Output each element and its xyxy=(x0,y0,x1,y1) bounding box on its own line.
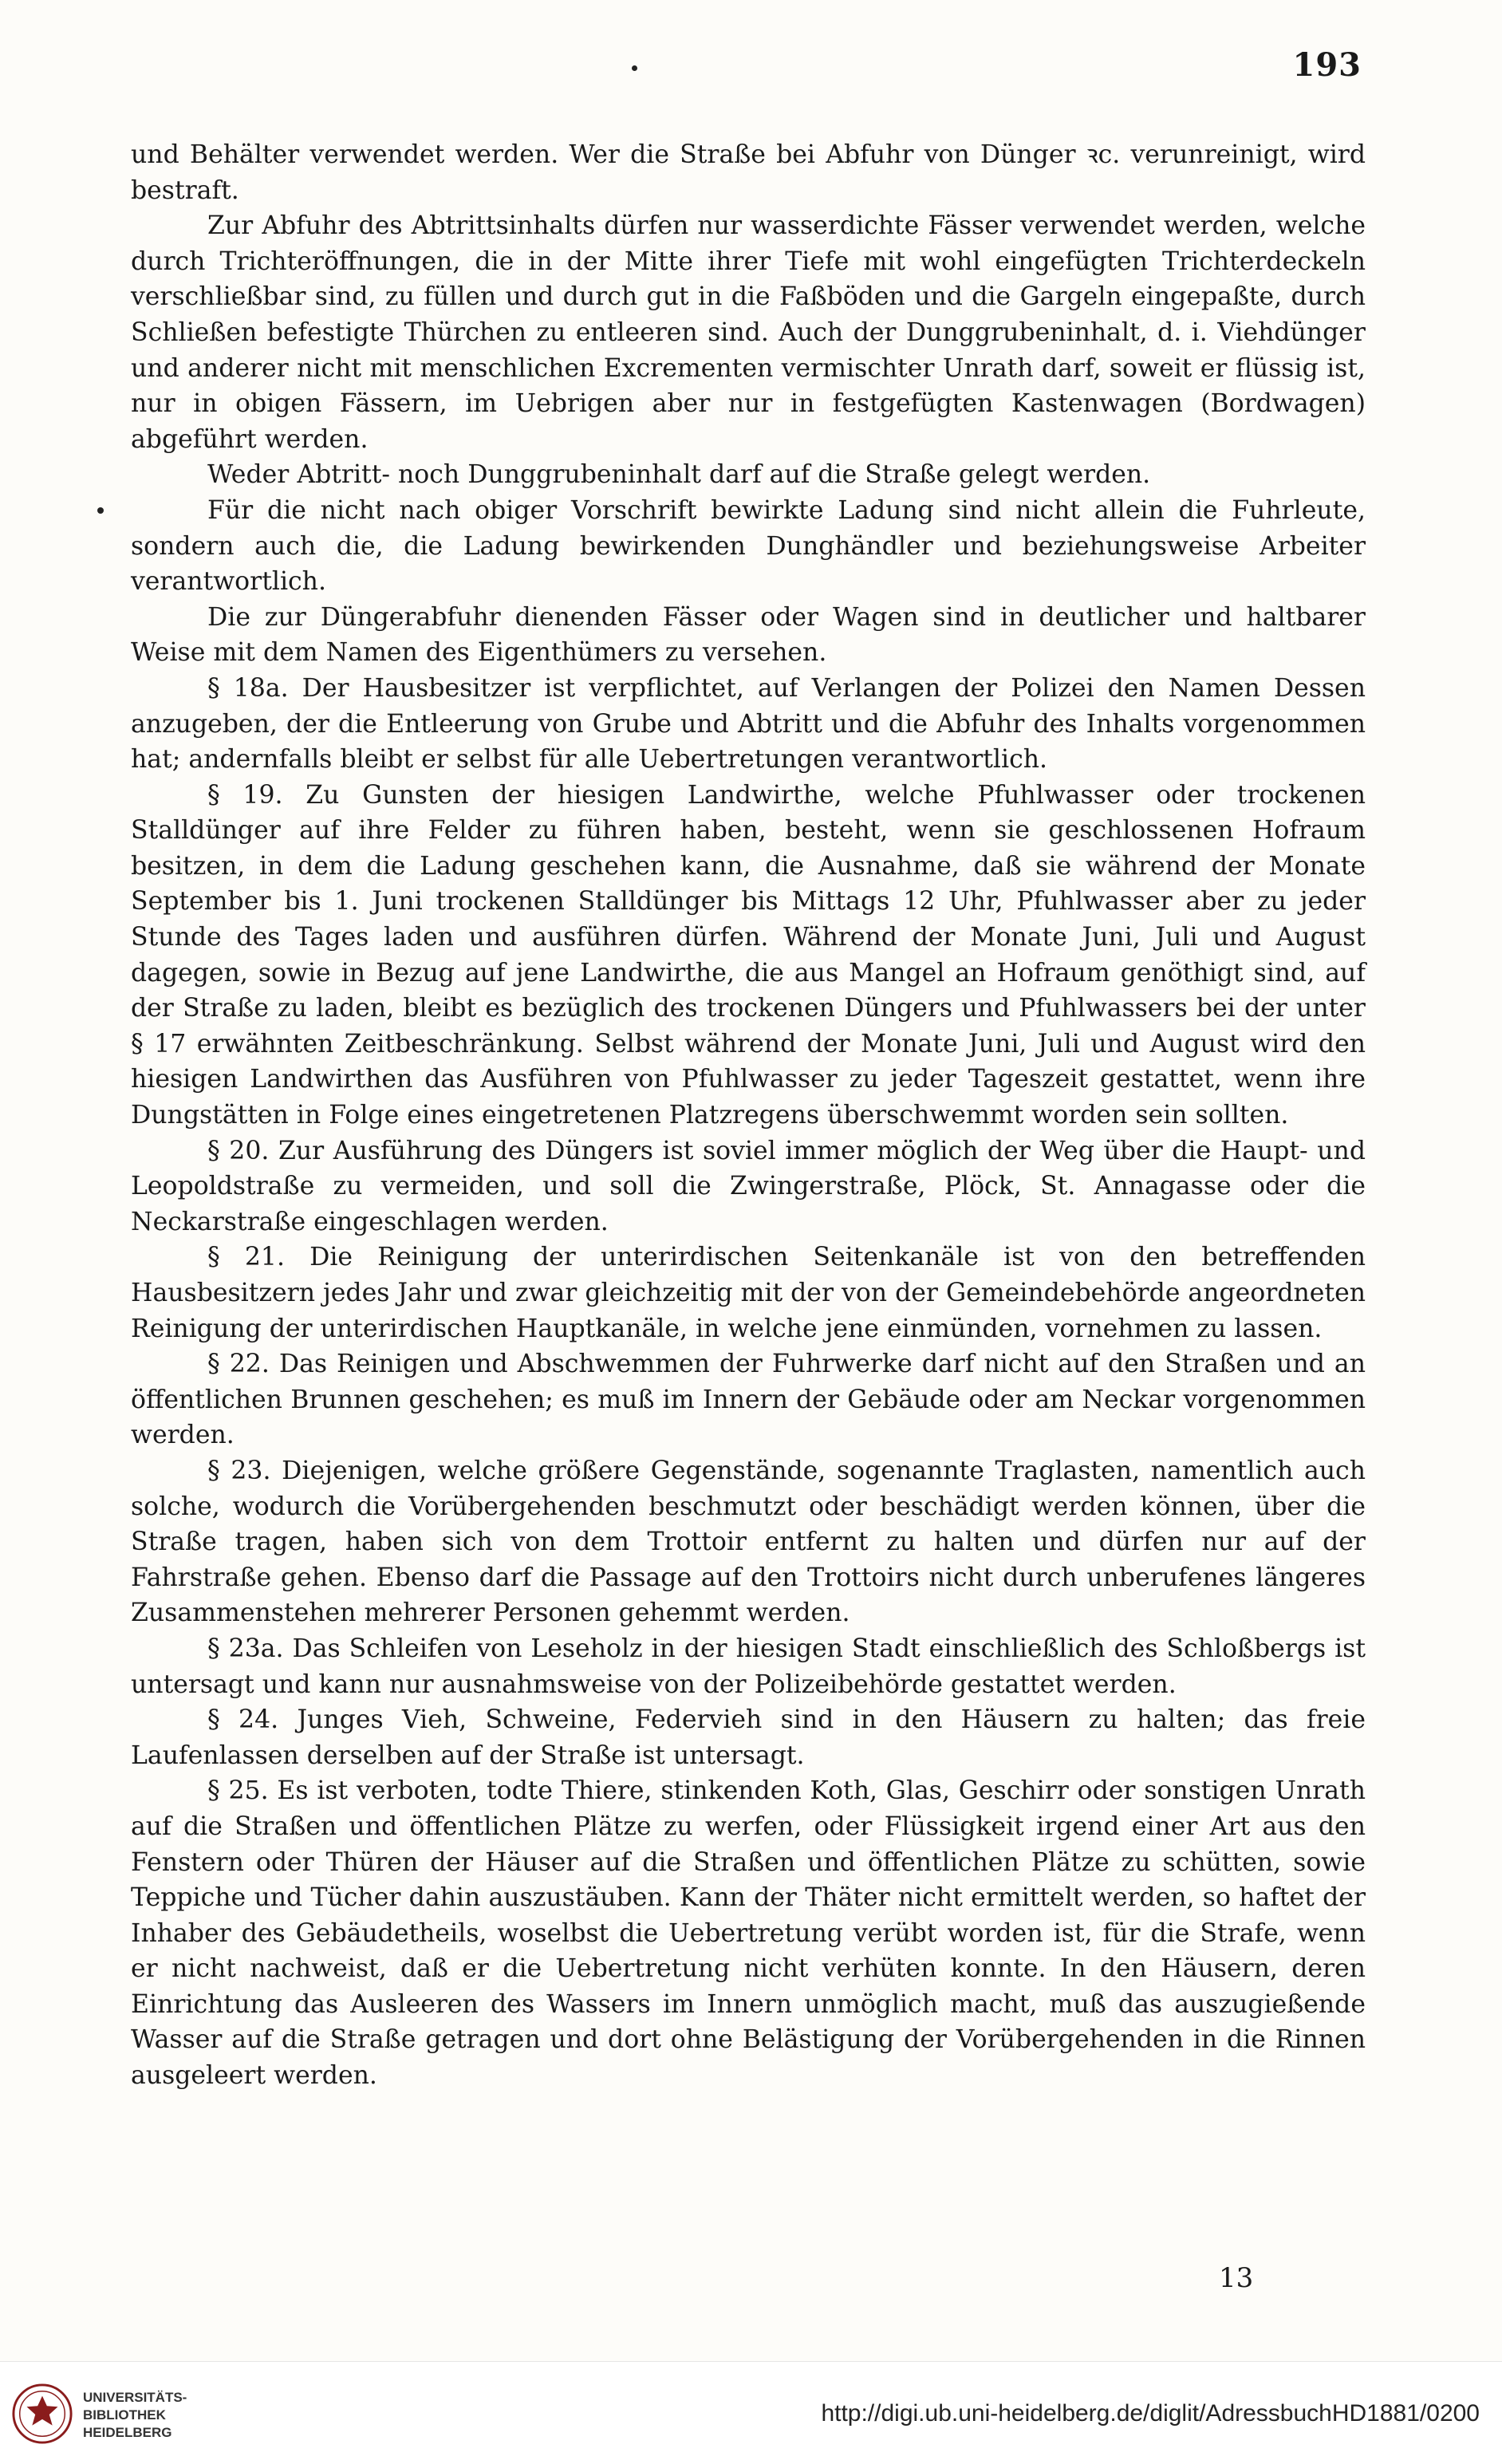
paragraph-section-22: § 22. Das Reinigen und Abschwemmen der Fuhrwerke darf nicht auf den Straßen und an öffentlichen Brunnen geschehen; es muß im Innern der Gebäude oder am Neckar vorgenommen werden. xyxy=(131,1350,1366,1450)
paragraph: Für die nicht nach obiger Vorschrift bewirkte Ladung sind nicht allein die Fuhrleute, sondern auch die, die Ladung bewirkenden Dunghändler und beziehungsweise Arbeiter verantwortlich. xyxy=(131,495,1366,597)
footer-bar xyxy=(0,2361,1502,2464)
page-number: 193 xyxy=(1292,46,1362,84)
paragraph: Die zur Düngerabfuhr dienenden Fässer oder Wagen sind in deutlicher und haltbarer Weise mit dem Namen des Eigenthümers zu versehen. xyxy=(131,602,1366,668)
paragraph: Weder Abtritt- noch Dunggrubeninhalt darf auf die Straße gelegt werden. xyxy=(207,460,1151,490)
sheet-signature: 13 xyxy=(1219,2262,1254,2294)
margin-dot-mark xyxy=(97,507,104,514)
paragraph-section-23: § 23. Diejenigen, welche größere Gegenstände, sogenannte Traglasten, namentlich auch solche, wodurch die Vorübergehenden beschmutzt oder beschädigt werden können, über die Straße tragen, haben sich von dem Trottoir entfernt zu halten und dürfen nur auf der Fahrstraße gehen. Ebenso darf die Passage auf den Trottoirs nicht durch unberufenes längeres Zusammenstehen mehrerer Personen gehemmt werden. xyxy=(131,1456,1366,1628)
paragraph: und Behälter verwendet werden. Wer die Straße bei Abfuhr von Dünger ꝛc. verunreinigt, wird bestraft. xyxy=(131,140,1366,205)
top-dot-mark xyxy=(632,65,637,71)
library-name xyxy=(83,2389,187,2442)
library-name-line: UNIVERSITÄTS- xyxy=(83,2390,187,2405)
paragraph: Zur Abfuhr des Abtrittsinhalts dürfen nur wasserdichte Fässer verwendet werden, welche durch Trichteröffnungen, die in der Mitte ihrer Tiefe mit wohl eingefügten Trichterdeckeln verschließbar sind, zu füllen und durch gut in die Faßböden und die Gargeln eingepaßte, durch Schließen befestigte Thürchen zu entleeren sind. Auch der Dunggrubeninhalt, d. i. Viehdünger und anderer nicht mit menschlichen Excrementen vermischter Unrath darf, soweit er flüssig ist, nur in obigen Fässern, im Uebrigen aber nur in festgefügten Kastenwagen (Bordwagen) abgeführt werden. xyxy=(131,211,1366,454)
library-name-line: HEIDELBERG xyxy=(83,2425,172,2440)
library-name-line: BIBLIOTHEK xyxy=(83,2407,166,2423)
source-url-link[interactable]: http://digi.ub.uni-heidelberg.de/diglit/AdressbuchHD1881/0200 xyxy=(821,2400,1480,2427)
paragraph-section-21: § 21. Die Reinigung der unterirdischen Seitenkanäle ist von den betreffenden Hausbesitzern jedes Jahr und zwar gleichzeitig mit der von der Gemeindebehörde angeordneten Reinigung der unterirdischen Hauptkanäle, in welche jene einmünden, vornehmen zu lassen. xyxy=(131,1243,1366,1343)
paragraph-section-23a: § 23a. Das Schleifen von Leseholz in der hiesigen Stadt einschließlich des Schloßbergs ist untersagt und kann nur ausnahmsweise von der Polizeibehörde gestattet werden. xyxy=(131,1634,1366,1699)
paragraph-section-24: § 24. Junges Vieh, Schweine, Federvieh sind in den Häusern zu halten; das freie Laufenlassen derselben auf der Straße ist untersagt. xyxy=(131,1705,1366,1770)
text-body xyxy=(131,137,1366,2094)
paragraph-section-25: § 25. Es ist verboten, todte Thiere, stinkenden Koth, Glas, Geschirr oder sonstigen Unrath auf die Straßen und öffentlichen Plätze zu werfen, oder Flüssigkeit irgend einer Art aus den Fenstern oder Thüren der Häuser auf die Straßen und öffentlichen Plätze zu schütten, sowie Teppiche und Tücher dahin auszustäuben. Kann der Thäter nicht ermittelt werden, so haftet der Inhaber des Gebäudetheils, woselbst die Uebertretung verübt worden ist, für die Strafe, wenn er nicht nachweist, daß er die Uebertretung nicht verhüten konnte. In den Häusern, deren Einrichtung das Ausleeren des Wassers im Innern unmöglich macht, muß das auszugießende Wasser auf die Straße getragen und dort ohne Belästigung der Vorübergehenden in die Rinnen ausgeleert werden. xyxy=(131,1776,1366,2091)
university-seal-icon xyxy=(11,2383,73,2445)
paragraph-section-20: § 20. Zur Ausführung des Düngers ist soviel immer möglich der Weg über die Haupt- und Leopoldstraße zu vermeiden, und soll die Zwingerstraße, Plöck, St. Annagasse oder die Neckarstraße eingeschlagen werden. xyxy=(131,1136,1366,1236)
paragraph-section-18a: § 18a. Der Hausbesitzer ist verpflichtet, auf Verlangen der Polizei den Namen Dessen anzugeben, der die Entleerung von Grube und Abtritt und die Abfuhr des Inhalts vorgenommen hat; andernfalls bleibt er selbst für alle Uebertretungen verantwortlich. xyxy=(131,673,1366,775)
paragraph-section-19: § 19. Zu Gunsten der hiesigen Landwirthe, welche Pfuhlwasser oder trockenen Stalldünger auf ihre Felder zu führen haben, besteht, wenn sie geschlossenen Hofraum besitzen, in dem die Ladung geschehen kann, die Ausnahme, daß sie während der Monate September bis 1. Juni trockenen Stalldünger bis Mittags 12 Uhr, Pfuhlwasser aber zu jeder Stunde des Tages laden und ausführen dürfen. Während der Monate Juni, Juli und August dagegen, sowie in Bezug auf jene Landwirthe, die aus Mangel an Hofraum genöthigt sind, auf der Straße zu laden, bleibt es bezüglich des trockenen Düngers und Pfuhlwassers bei der unter § 17 erwähnten Zeitbeschränkung. Selbst während der Monate Juni, Juli und August wird den hiesigen Landwirthen das Ausführen von Pfuhlwasser zu jeder Tageszeit gestattet, wenn ihre Dungstätten in Folge eines eingetretenen Platzregens überschwemmt worden sein sollten. xyxy=(131,780,1366,1130)
